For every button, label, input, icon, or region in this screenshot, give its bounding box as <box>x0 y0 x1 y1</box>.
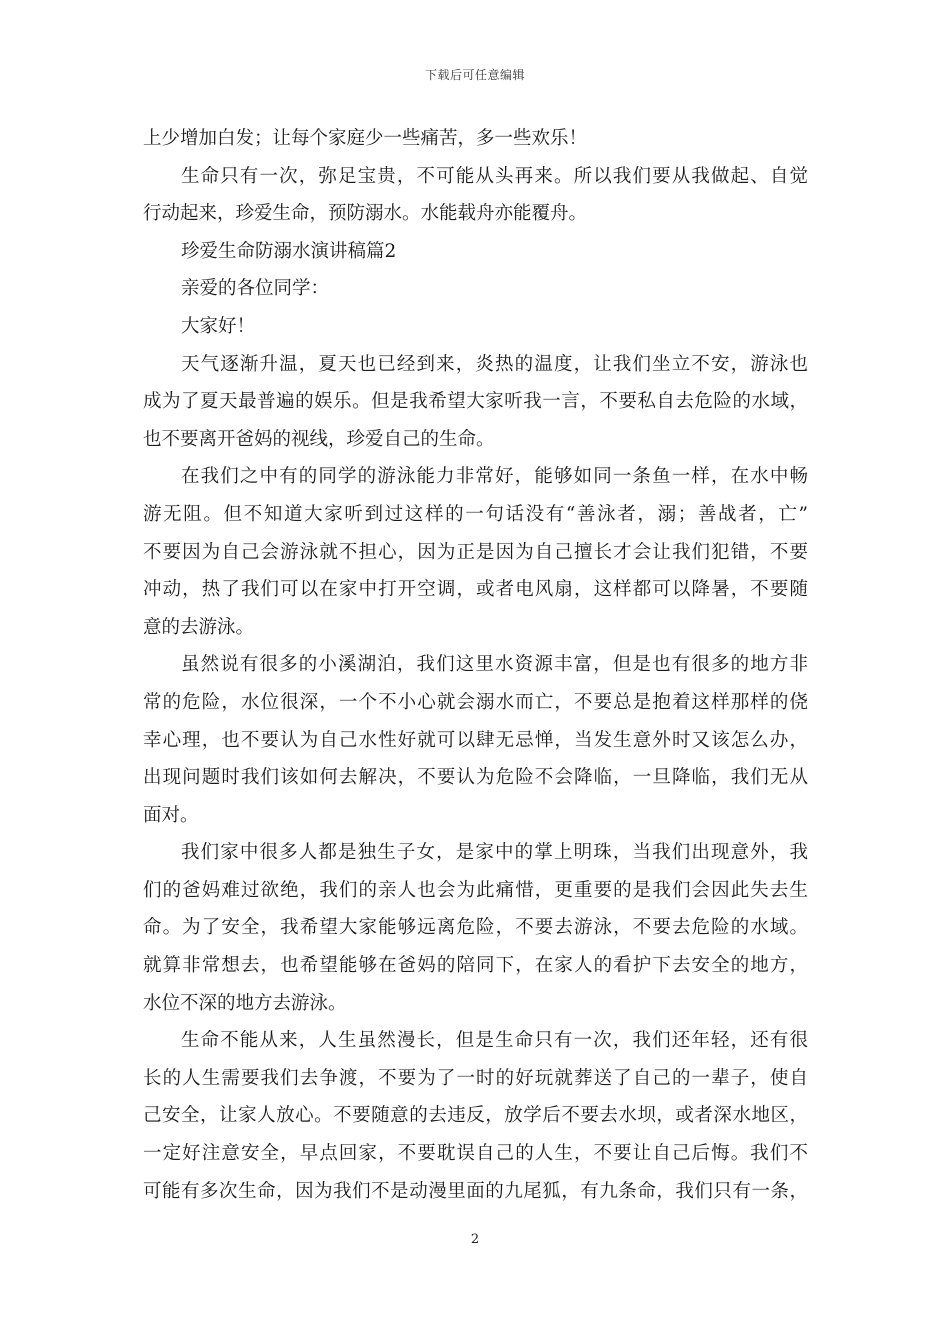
text-line: 们的爸妈难过欲绝，我们的亲人也会为此痛惜，更重要的是我们会因此失去生 <box>143 879 808 901</box>
text-line: 成为了夏天最普遍的娱乐。但是我希望大家听我一言，不要私自去危险的水域， <box>143 391 808 413</box>
text-line: 生命只有一次，弥足宝贵，不可能从头再来。所以我们要从我做起、自觉 <box>181 165 808 187</box>
text-line: 长的人生需要我们去争渡，不要为了一时的好玩就葬送了自己的一辈子，使自 <box>143 1067 808 1089</box>
text-line: 亲爱的各位同学： <box>181 278 330 300</box>
text-line: 就算非常想去，也希望能够在爸妈的陪同下，在家人的看护下去安全的地方， <box>143 955 808 977</box>
text-line: 也不要离开爸妈的视线，珍爱自己的生命。 <box>143 428 495 450</box>
text-line: 生命不能从来，人生虽然漫长，但是生命只有一次，我们还年轻，还有很 <box>181 1030 808 1052</box>
text-line: 在我们之中有的同学的游泳能力非常好，能够如同一条鱼一样，在水中畅 <box>181 466 808 488</box>
text-line: 出现问题时我们该如何去解决，不要认为危险不会降临，一旦降临，我们无从 <box>143 767 808 789</box>
text-line: 命。为了安全，我希望大家能够远离危险，不要去游泳，不要去危险的水域。 <box>143 917 808 939</box>
text-line: 大家好！ <box>181 315 256 337</box>
text-line: 行动起来，珍爱生命，预防溺水。水能载舟亦能覆舟。 <box>143 203 588 225</box>
text-line: 珍爱生命防溺水演讲稿篇2 <box>181 240 397 262</box>
text-line: 幸心理，也不要认为自己水性好就可以肆无忌惮，当发生意外时又该怎么办， <box>143 729 808 751</box>
text-line: 天气逐渐升温，夏天也已经到来，炎热的温度，让我们坐立不安，游泳也 <box>181 353 808 375</box>
text-line: 水位不深的地方去游泳。 <box>143 992 347 1014</box>
text-line: 常的危险，水位很深，一个不小心就会溺水而亡，不要总是抱着这样那样的侥 <box>143 691 808 713</box>
page-header: 下载后可任意编辑 <box>424 68 525 82</box>
text-line: 我们家中很多人都是独生子女，是家中的掌上明珠，当我们出现意外，我 <box>181 842 808 864</box>
text-line: 游无阻。但不知道大家听到过这样的一句话没有“善泳者，溺；善战者，亡” <box>143 503 808 525</box>
text-line: 可能有多次生命，因为我们不是动漫里面的九尾狐，有九条命，我们只有一条， <box>143 1180 808 1202</box>
text-line: 一定好注意安全，早点回家，不要耽误自己的人生，不要让自己后悔。我们不 <box>143 1143 808 1165</box>
text-line: 冲动，热了我们可以在家中打开空调，或者电风扇，这样都可以降暑，不要随 <box>143 579 808 601</box>
text-line: 己安全，让家人放心。不要随意的去违反，放学后不要去水坝，或者深水地区， <box>143 1105 808 1127</box>
document-body <box>143 120 808 1210</box>
text-line: 面对。 <box>143 804 199 826</box>
text-line: 上少增加白发；让每个家庭少一些痛苦，多一些欢乐！ <box>143 128 588 149</box>
page-number: 2 <box>470 1232 480 1247</box>
text-line: 虽然说有很多的小溪湖泊，我们这里水资源丰富，但是也有很多的地方非 <box>181 654 808 676</box>
text-line: 意的去游泳。 <box>143 616 255 638</box>
text-line: 不要因为自己会游泳就不担心，因为正是因为自己擅长才会让我们犯错，不要 <box>143 541 808 563</box>
